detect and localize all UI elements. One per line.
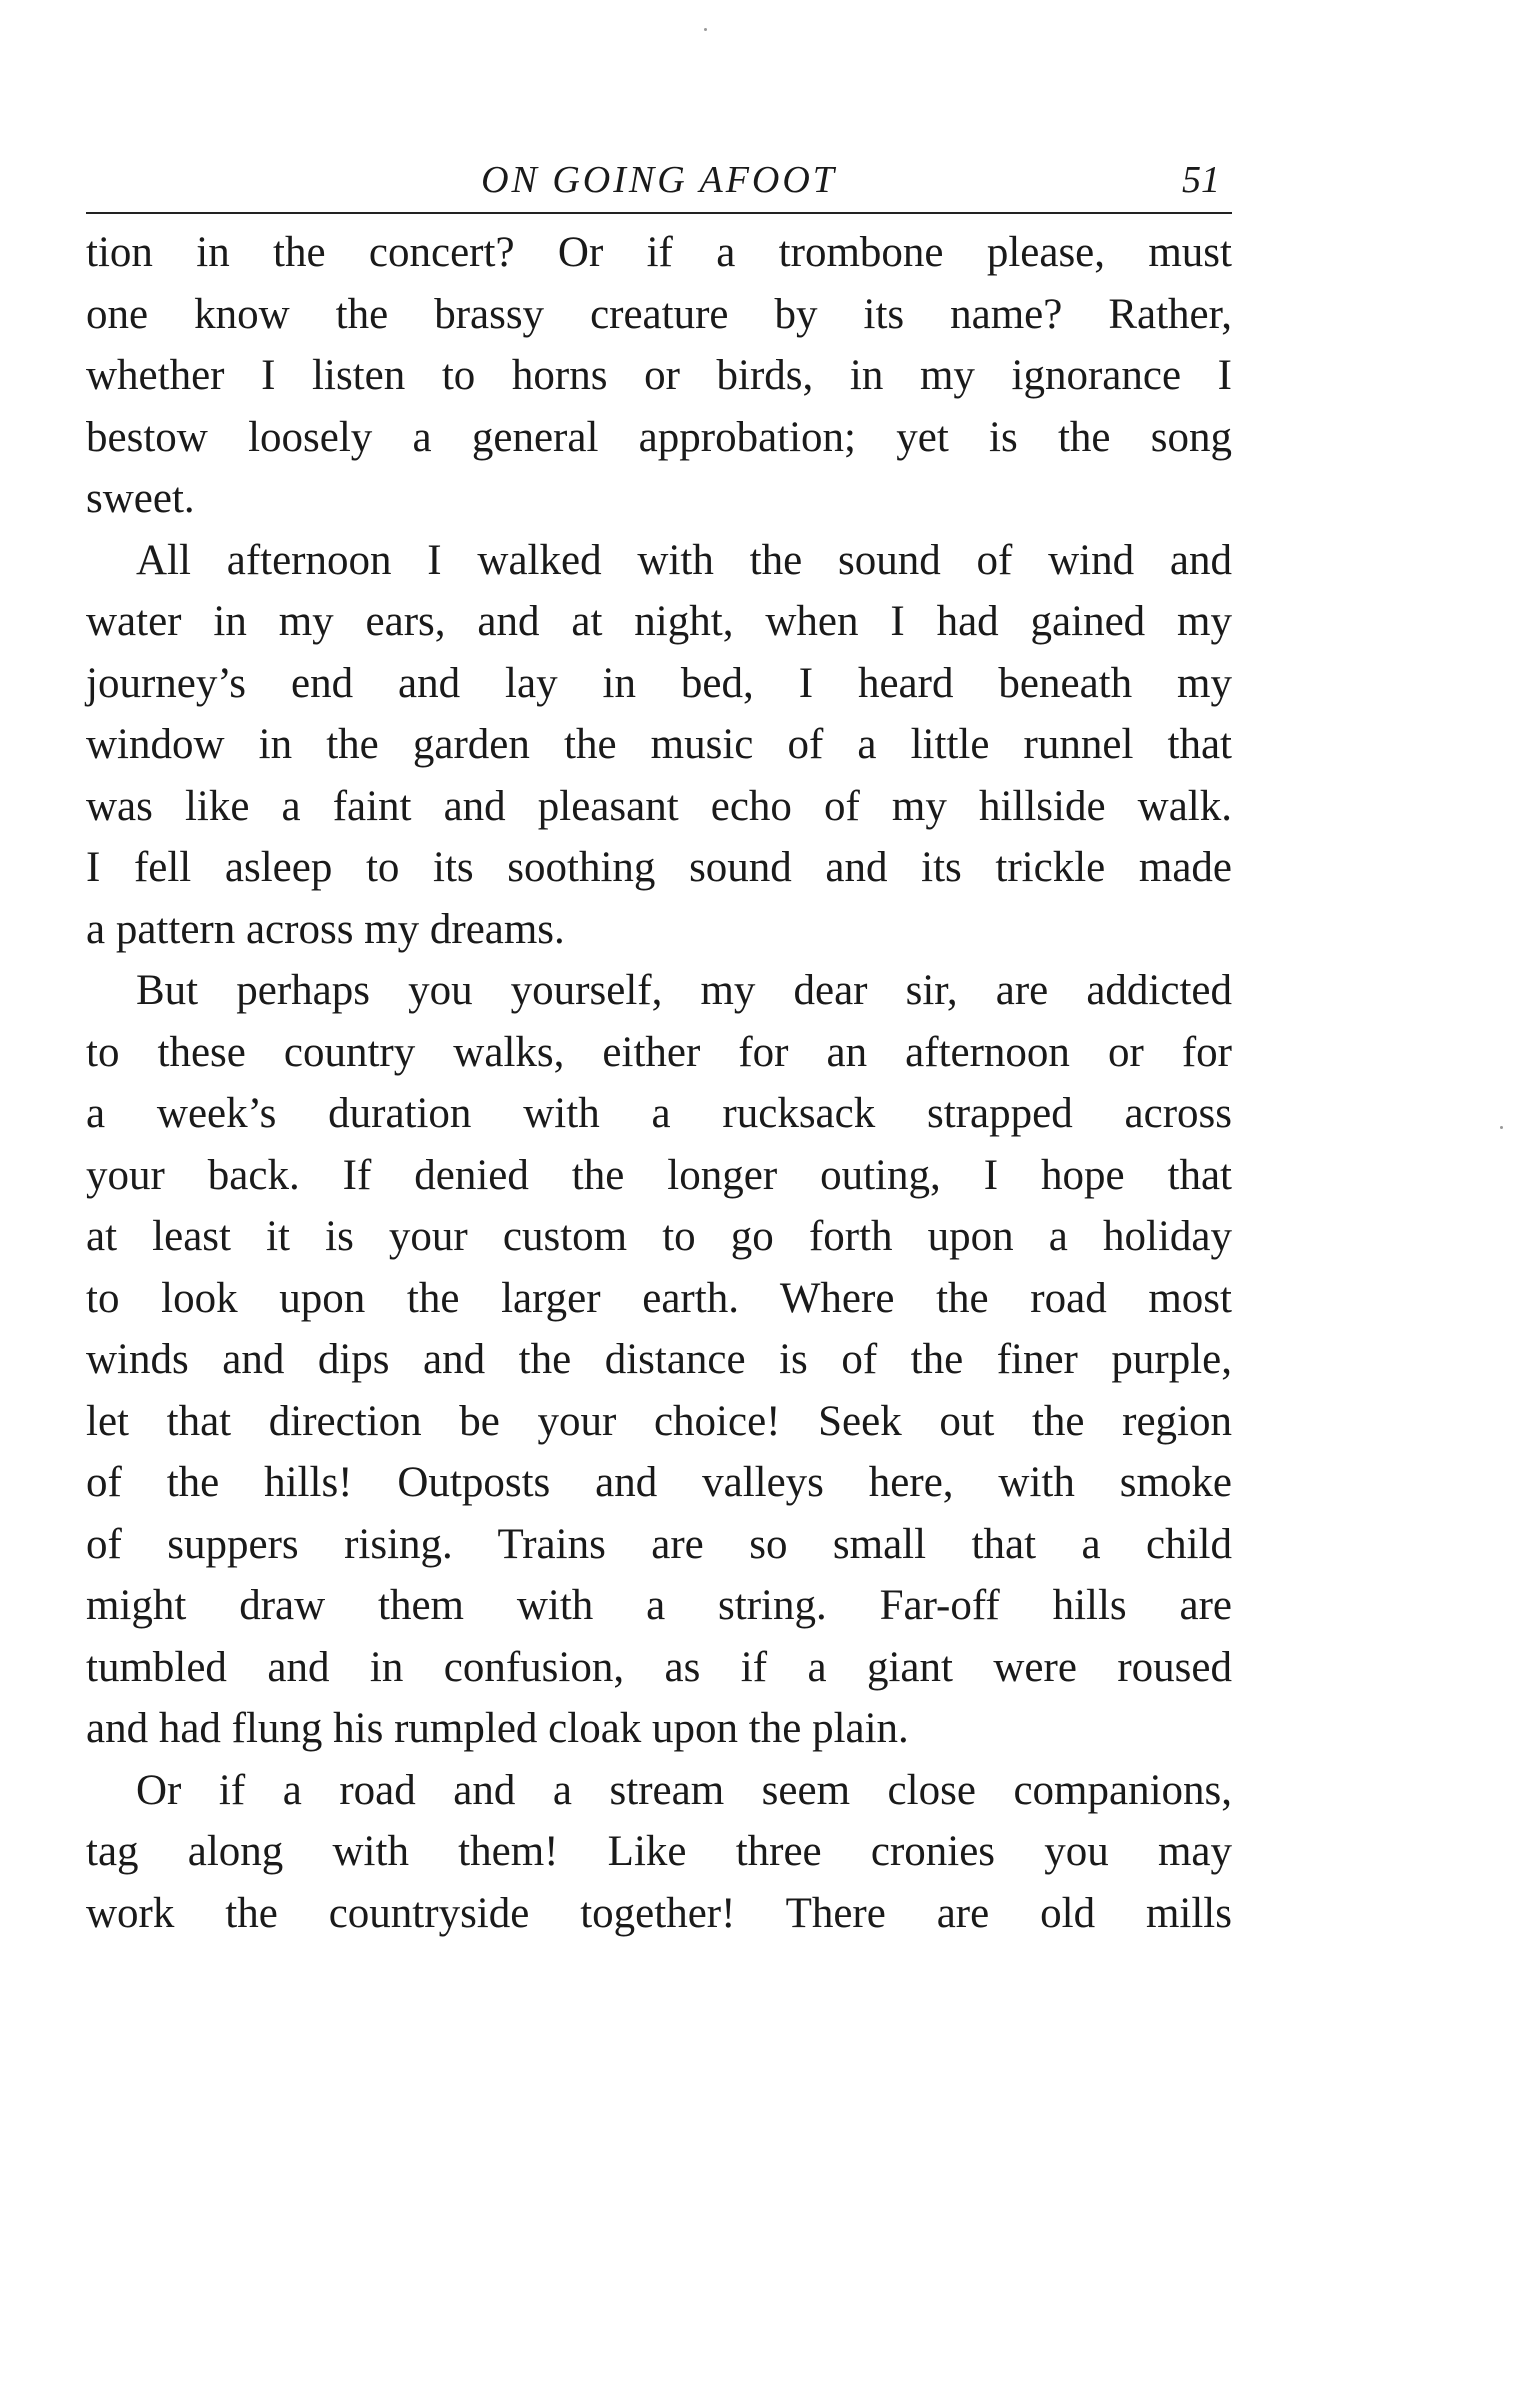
text-line: tumbled and in confusion, as if a giant were roused bbox=[86, 1643, 1232, 1691]
text-line: to these country walks, either for an afternoon or for bbox=[86, 1028, 1232, 1076]
text-line: Or if a road and a stream seem close companions, bbox=[136, 1766, 1232, 1814]
book-page bbox=[86, 150, 1232, 1944]
text-line: of the hills! Outposts and valleys here, with smoke bbox=[86, 1459, 1232, 1506]
text-line: window in the garden the music of a little runnel that bbox=[86, 721, 1232, 768]
text-line: water in my ears, and at night, when I had gained my bbox=[86, 598, 1232, 645]
running-title: ON GOING AFOOT bbox=[481, 159, 837, 201]
text-line: to look upon the larger earth. Where the road most bbox=[86, 1274, 1232, 1322]
text-line: at least it is your custom to go forth upon a holiday bbox=[86, 1213, 1232, 1260]
text-line: bestow loosely a general approbation; yet is the song bbox=[86, 413, 1232, 461]
text-line: a week’s duration with a rucksack strapped across bbox=[86, 1090, 1232, 1137]
paragraph bbox=[86, 960, 1232, 1760]
text-line: your back. If denied the longer outing, I hope that bbox=[86, 1151, 1232, 1199]
paragraph bbox=[86, 1760, 1232, 1945]
text-line: But perhaps you yourself, my dear sir, are addicted bbox=[136, 967, 1232, 1014]
running-header bbox=[86, 150, 1232, 214]
text-line: one know the brassy creature by its name? Rather, bbox=[86, 290, 1232, 338]
paragraph bbox=[86, 222, 1232, 530]
text-line: I fell asleep to its soothing sound and its trickle made bbox=[86, 844, 1232, 891]
body-text bbox=[86, 222, 1232, 1944]
text-line: sweet. bbox=[86, 475, 195, 522]
text-line: tion in the concert? Or if a trombone please, must bbox=[86, 229, 1232, 276]
page-number: 51 bbox=[1182, 159, 1220, 201]
text-line: was like a faint and pleasant echo of my hillside walk. bbox=[86, 782, 1232, 830]
text-line: tag along with them! Like three cronies you may bbox=[86, 1828, 1232, 1875]
text-line: All afternoon I walked with the sound of wind and bbox=[136, 536, 1232, 584]
text-line: and had flung his rumpled cloak upon the plain. bbox=[86, 1705, 909, 1752]
text-line: journey’s end and lay in bed, I heard beneath my bbox=[86, 659, 1232, 707]
paragraph bbox=[86, 530, 1232, 961]
text-line: whether I listen to horns or birds, in my ignorance I bbox=[86, 352, 1232, 399]
text-line: of suppers rising. Trains are so small that a child bbox=[86, 1520, 1232, 1568]
page-speck bbox=[1500, 1126, 1503, 1129]
text-line: let that direction be your choice! Seek out the region bbox=[86, 1397, 1232, 1445]
text-line: winds and dips and the distance is of the finer purple, bbox=[86, 1336, 1232, 1383]
page-speck bbox=[704, 28, 707, 31]
text-line: work the countryside together! There are old mills bbox=[86, 1889, 1232, 1937]
text-line: might draw them with a string. Far-off hills are bbox=[86, 1582, 1232, 1629]
text-line: a pattern across my dreams. bbox=[86, 905, 565, 953]
